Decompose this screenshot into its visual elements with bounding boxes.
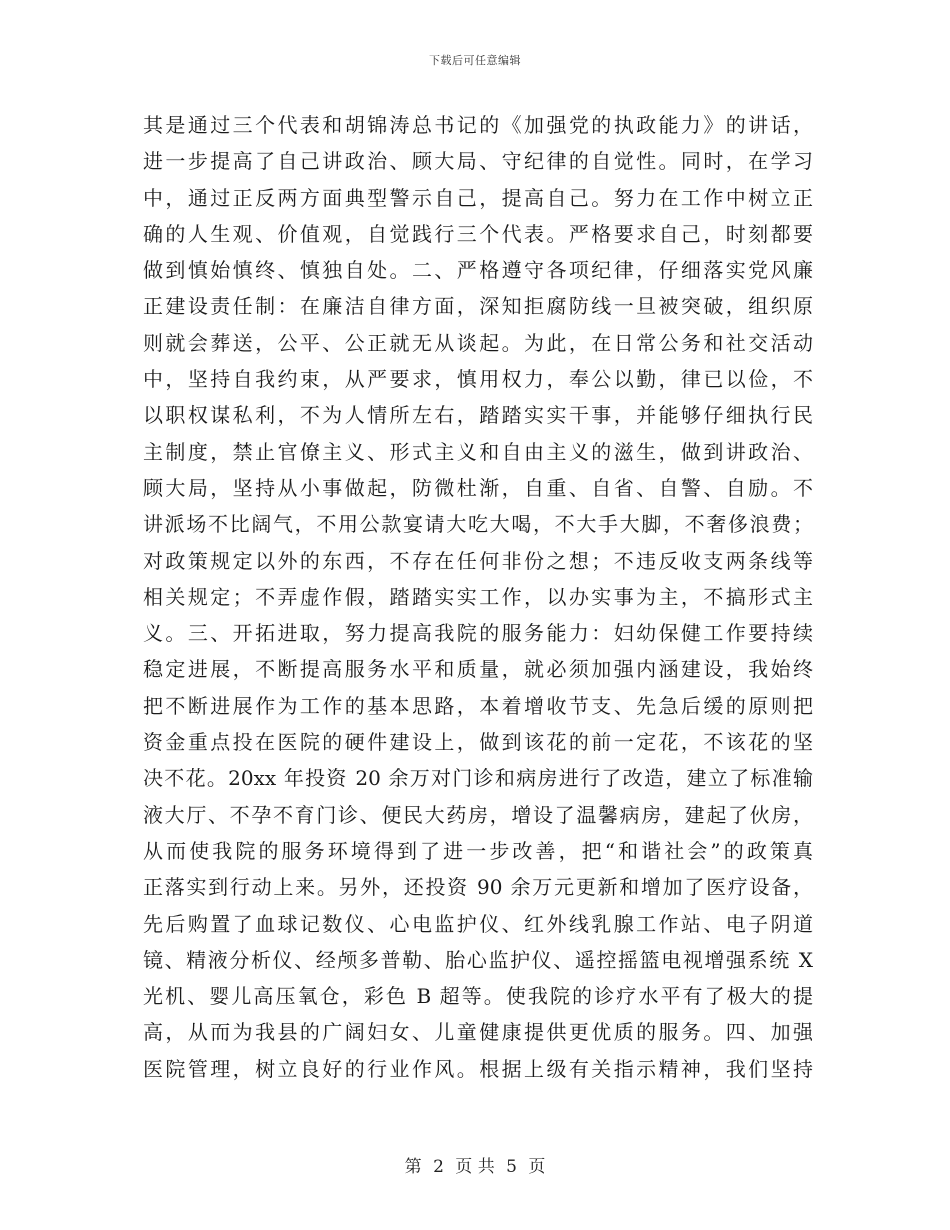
text-line: 把不断进展作为工作的基本思路，本着增收节支、先急后缓的原则把 bbox=[143, 693, 813, 718]
text-line: 对政策规定以外的东西，不存在任何非份之想；不违反收支两条线等 bbox=[143, 548, 813, 573]
text-line: 中，通过正反两方面典型警示自己，提高自己。努力在工作中树立正 bbox=[143, 185, 813, 210]
total-pages-number: 5 bbox=[506, 1157, 517, 1177]
page-footer bbox=[0, 1152, 950, 1177]
text-line: 光机、婴儿高压氧仓，彩色 B 超等。使我院的诊疗水平有了极大的提 bbox=[143, 984, 813, 1009]
text-line: 中，坚持自我约束，从严要求，慎用权力，奉公以勤，律已以俭，不 bbox=[143, 367, 813, 392]
current-page-number: 2 bbox=[433, 1157, 444, 1177]
text-line: 主制度，禁止官僚主义、形式主义和自由主义的滋生，做到讲政治、 bbox=[143, 439, 813, 464]
text-line: 正落实到行动上来。另外，还投资 90 余万元更新和增加了医疗设备， bbox=[143, 875, 813, 900]
text-line: 则就会葬送，公平、公正就无从谈起。为此，在日常公务和社交活动 bbox=[143, 330, 813, 355]
text-line: 从而使我院的服务环境得到了进一步改善，把“和谐社会”的政策真 bbox=[143, 838, 813, 863]
text-line: 其是通过三个代表和胡锦涛总书记的《加强党的执政能力》的讲话， bbox=[143, 113, 813, 137]
footer-prefix: 第 bbox=[404, 1157, 422, 1177]
text-line: 相关规定；不弄虚作假，踏踏实实工作，以办实事为主，不搞形式主 bbox=[143, 584, 813, 609]
footer-suffix: 页 bbox=[528, 1157, 546, 1177]
text-line: 讲派场不比阔气，不用公款宴请大吃大喝，不大手大脚，不奢侈浪费； bbox=[143, 512, 813, 537]
page-header: 下载后可任意编辑 bbox=[429, 54, 521, 67]
text-line: 液大厅、不孕不育门诊、便民大药房，增设了温馨病房，建起了伙房， bbox=[143, 802, 813, 827]
text-line: 顾大局，坚持从小事做起，防微杜渐，自重、自省、自警、自励。不 bbox=[143, 475, 813, 500]
text-line: 做到慎始慎终、慎独自处。二、严格遵守各项纪律，仔细落实党风廉 bbox=[143, 258, 813, 283]
text-line: 义。三、开拓进取，努力提高我院的服务能力：妇幼保健工作要持续 bbox=[143, 621, 813, 646]
text-line: 稳定进展，不断提高服务水平和质量，就必须加强内涵建设，我始终 bbox=[143, 657, 813, 682]
text-line: 镜、精液分析仪、经颅多普勒、胎心监护仪、遥控摇篮电视增强系统 X bbox=[143, 947, 813, 972]
text-line: 以职权谋私利，不为人情所左右，踏踏实实干事，并能够仔细执行民 bbox=[143, 403, 813, 428]
document-body bbox=[143, 107, 813, 1087]
text-line: 决不花。20xx 年投资 20 余万对门诊和病房进行了改造，建立了标准输 bbox=[143, 766, 813, 791]
text-line: 确的人生观、价值观，自觉践行三个代表。严格要求自己，时刻都要 bbox=[143, 221, 813, 246]
text-line: 资金重点投在医院的硬件建设上，做到该花的前一定花，不该花的坚 bbox=[143, 730, 813, 755]
text-line: 先后购置了血球记数仪、心电监护仪、红外线乳腺工作站、电子阴道 bbox=[143, 911, 813, 936]
text-line: 正建设责任制：在廉洁自律方面，深知拒腐防线一旦被突破，组织原 bbox=[143, 294, 813, 319]
text-line: 医院管理，树立良好的行业作风。根据上级有关指示精神，我们坚持 bbox=[143, 1056, 813, 1081]
footer-mid: 页 共 bbox=[455, 1157, 495, 1177]
text-line: 进一步提高了自己讲政治、顾大局、守纪律的自觉性。同时，在学习 bbox=[143, 149, 813, 174]
text-line: 高，从而为我县的广阔妇女、儿童健康提供更优质的服务。四、加强 bbox=[143, 1020, 813, 1045]
